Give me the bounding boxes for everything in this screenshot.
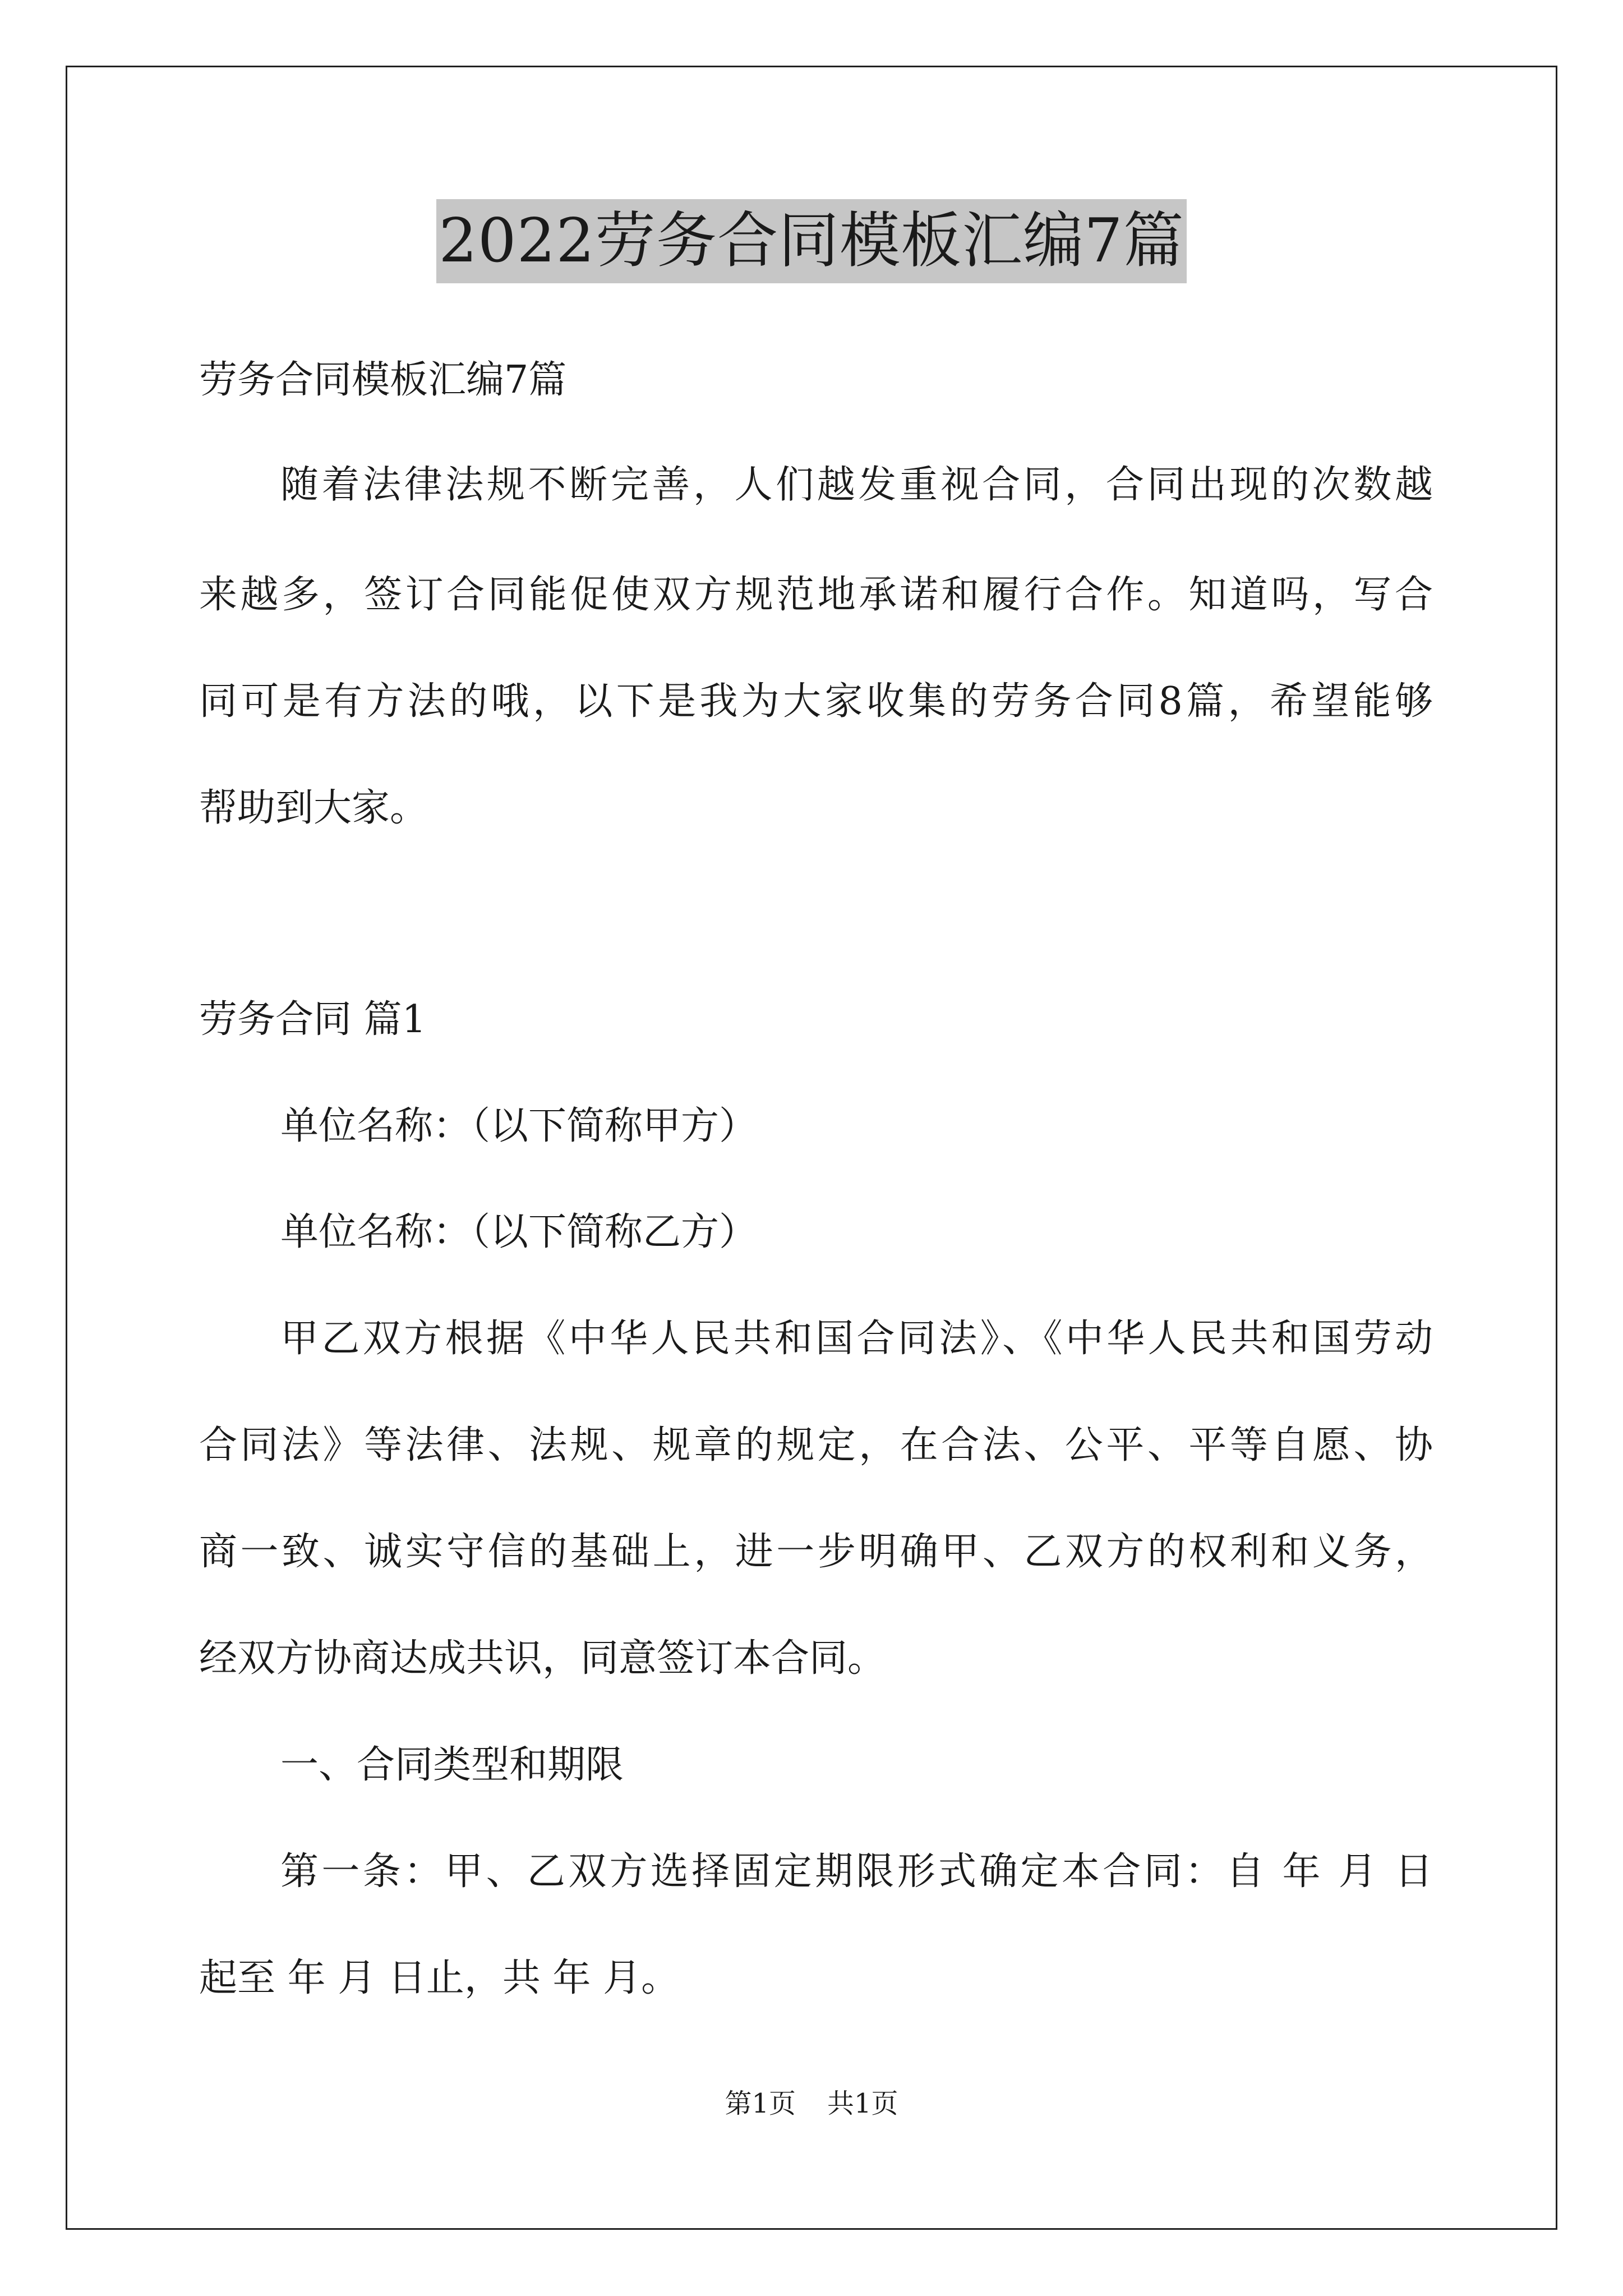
clause-heading: 一、合同类型和期限 [280, 1743, 624, 1787]
clause-line: 起至 年 月 日止，共 年 月。 [199, 1956, 680, 2000]
page-footer [0, 2086, 1623, 2122]
body-line: 商一致、诚实守信的基础上，进一步明确甲、乙双方的权利和义务， [199, 1530, 1433, 1574]
document-subtitle: 劳务合同模板汇编7篇 [199, 358, 567, 402]
party-a-line: 单位名称：（以下简称甲方） [280, 1104, 758, 1148]
section-heading: 劳务合同 篇1 [199, 997, 426, 1042]
body-line: 合同法》等法律、法规、规章的规定，在合法、公平、平等自愿、协 [199, 1423, 1433, 1467]
title-container [0, 199, 1623, 283]
intro-line: 随着法律法规不断完善，人们越发重视合同，合同出现的次数越 [280, 463, 1433, 507]
body-line: 经双方协商达成共识，同意签订本合同。 [199, 1636, 886, 1681]
page-number-total: 共1页 [827, 2088, 898, 2119]
party-b-line: 单位名称：（以下简称乙方） [280, 1210, 758, 1254]
page-number-current: 第1页 [725, 2088, 796, 2119]
body-line: 甲乙双方根据《中华人民共和国合同法》、《中华人民共和国劳动 [280, 1317, 1433, 1361]
document-title: 2022劳务合同模板汇编7篇 [436, 199, 1187, 283]
intro-line: 同可是有方法的哦，以下是我为大家收集的劳务合同8篇，希望能够 [199, 679, 1433, 724]
intro-line: 帮助到大家。 [199, 786, 428, 830]
intro-line: 来越多，签订合同能促使双方规范地承诺和履行合作。知道吗，写合 [199, 573, 1433, 617]
clause-line: 第一条：甲、乙双方选择固定期限形式确定本合同：自 年 月 日 [280, 1849, 1433, 1894]
